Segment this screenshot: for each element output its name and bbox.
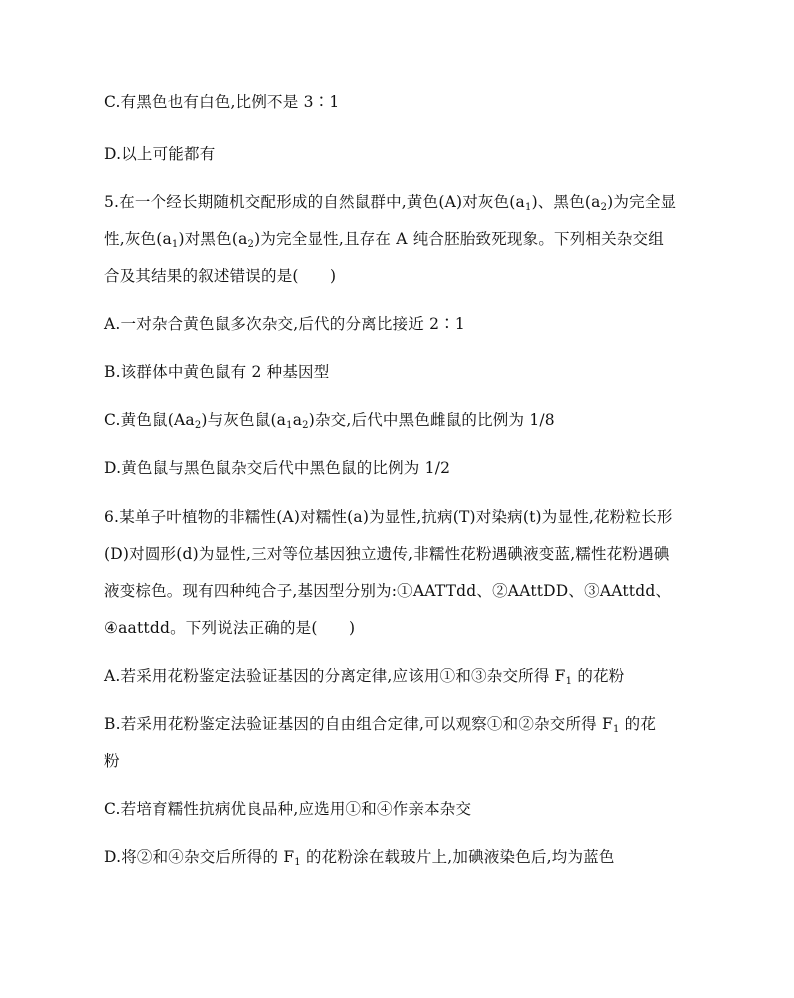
text-run: a	[292, 411, 303, 429]
subscript: 1	[171, 239, 179, 250]
option-5d	[104, 457, 450, 479]
text-run: 的花	[619, 715, 657, 733]
question-6-line-4	[104, 617, 355, 639]
option-6a	[104, 665, 624, 687]
question-6-line-3	[104, 580, 671, 602]
question-6-line-1	[104, 506, 673, 528]
option-5a	[104, 313, 465, 335]
text-run: B.若采用花粉鉴定法验证基因的自由组合定律,可以观察①和②杂交所得 F	[104, 715, 613, 733]
text-run: A.若采用花粉鉴定法验证基因的分离定律,应该用①和③杂交所得 F	[104, 667, 566, 685]
text-run: )与灰色鼠(a	[201, 411, 287, 429]
text-run: D.黄色鼠与黑色鼠杂交后代中黑色鼠的比例为 1/2	[104, 459, 451, 477]
subscript: 1	[294, 857, 301, 868]
text-run: C.若培育糯性抗病优良品种,应选用①和④作亲本杂交	[104, 800, 472, 818]
subscript: 2	[247, 239, 255, 250]
question-5-line-2	[104, 228, 664, 250]
text-run: C.有黑色也有白色,比例不是 3∶1	[104, 93, 340, 111]
text-run: 粉	[104, 752, 120, 770]
question-6-line-2	[104, 543, 670, 565]
text-run: 的花粉	[572, 667, 625, 685]
option-6b-line-1	[104, 713, 656, 735]
text-run: D.将②和④杂交后所得的 F	[104, 848, 295, 866]
text-run: )为完全显性,且存在 A 纯合胚胎致死现象。下列相关杂交组	[254, 230, 664, 248]
option-6c	[104, 798, 471, 820]
option-4d	[104, 143, 215, 165]
text-run: )对黑色(a	[178, 230, 248, 248]
question-5-line-1	[104, 191, 676, 213]
text-run: )杂交,后代中黑色雌鼠的比例为 1/8	[308, 411, 555, 429]
text-run: ④aattdd。下列说法正确的是( )	[104, 619, 356, 637]
text-run: 性,灰色(a	[104, 230, 172, 248]
text-run: A.一对杂合黄色鼠多次杂交,后代的分离比接近 2∶1	[104, 315, 465, 333]
text-run: )为完全显	[607, 193, 677, 211]
option-4c	[104, 91, 339, 113]
subscript: 1	[612, 724, 620, 735]
option-6b-line-2	[104, 750, 120, 772]
text-run: B.该群体中黄色鼠有 2 种基因型	[104, 363, 330, 381]
option-5b	[104, 361, 329, 383]
text-run: 液变棕色。现有四种纯合子,基因型分别为:①AATTdd、②AAttDD、③AAttdd、	[104, 582, 672, 600]
subscript: 2	[194, 420, 202, 431]
text-run: (D)对圆形(d)为显性,三对等位基因独立遗传,非糯性花粉遇碘液变蓝,糯性花粉遇碘	[104, 545, 670, 563]
text-run: D.以上可能都有	[104, 145, 216, 163]
subscript: 1	[565, 676, 573, 687]
text-run: 6.某单子叶植物的非糯性(A)对糯性(a)为显性,抗病(T)对染病(t)为显性,花粉粒长形	[104, 508, 673, 526]
subscript: 1	[525, 202, 532, 213]
option-5c	[104, 409, 555, 431]
subscript: 2	[600, 202, 608, 213]
subscript: 1	[286, 420, 293, 431]
text-run: 合及其结果的叙述错误的是( )	[104, 267, 337, 285]
text-run: 5.在一个经长期随机交配形成的自然鼠群中,黄色(A)对灰色(a	[104, 193, 525, 211]
text-run: 的花粉涂在载玻片上,加碘液染色后,均为蓝色	[300, 848, 615, 866]
question-5-line-3	[104, 265, 336, 287]
option-6d	[104, 846, 615, 868]
text-run: )、黑色(a	[531, 193, 601, 211]
text-run: C.黄色鼠(Aa	[104, 411, 195, 429]
subscript: 2	[302, 420, 309, 431]
